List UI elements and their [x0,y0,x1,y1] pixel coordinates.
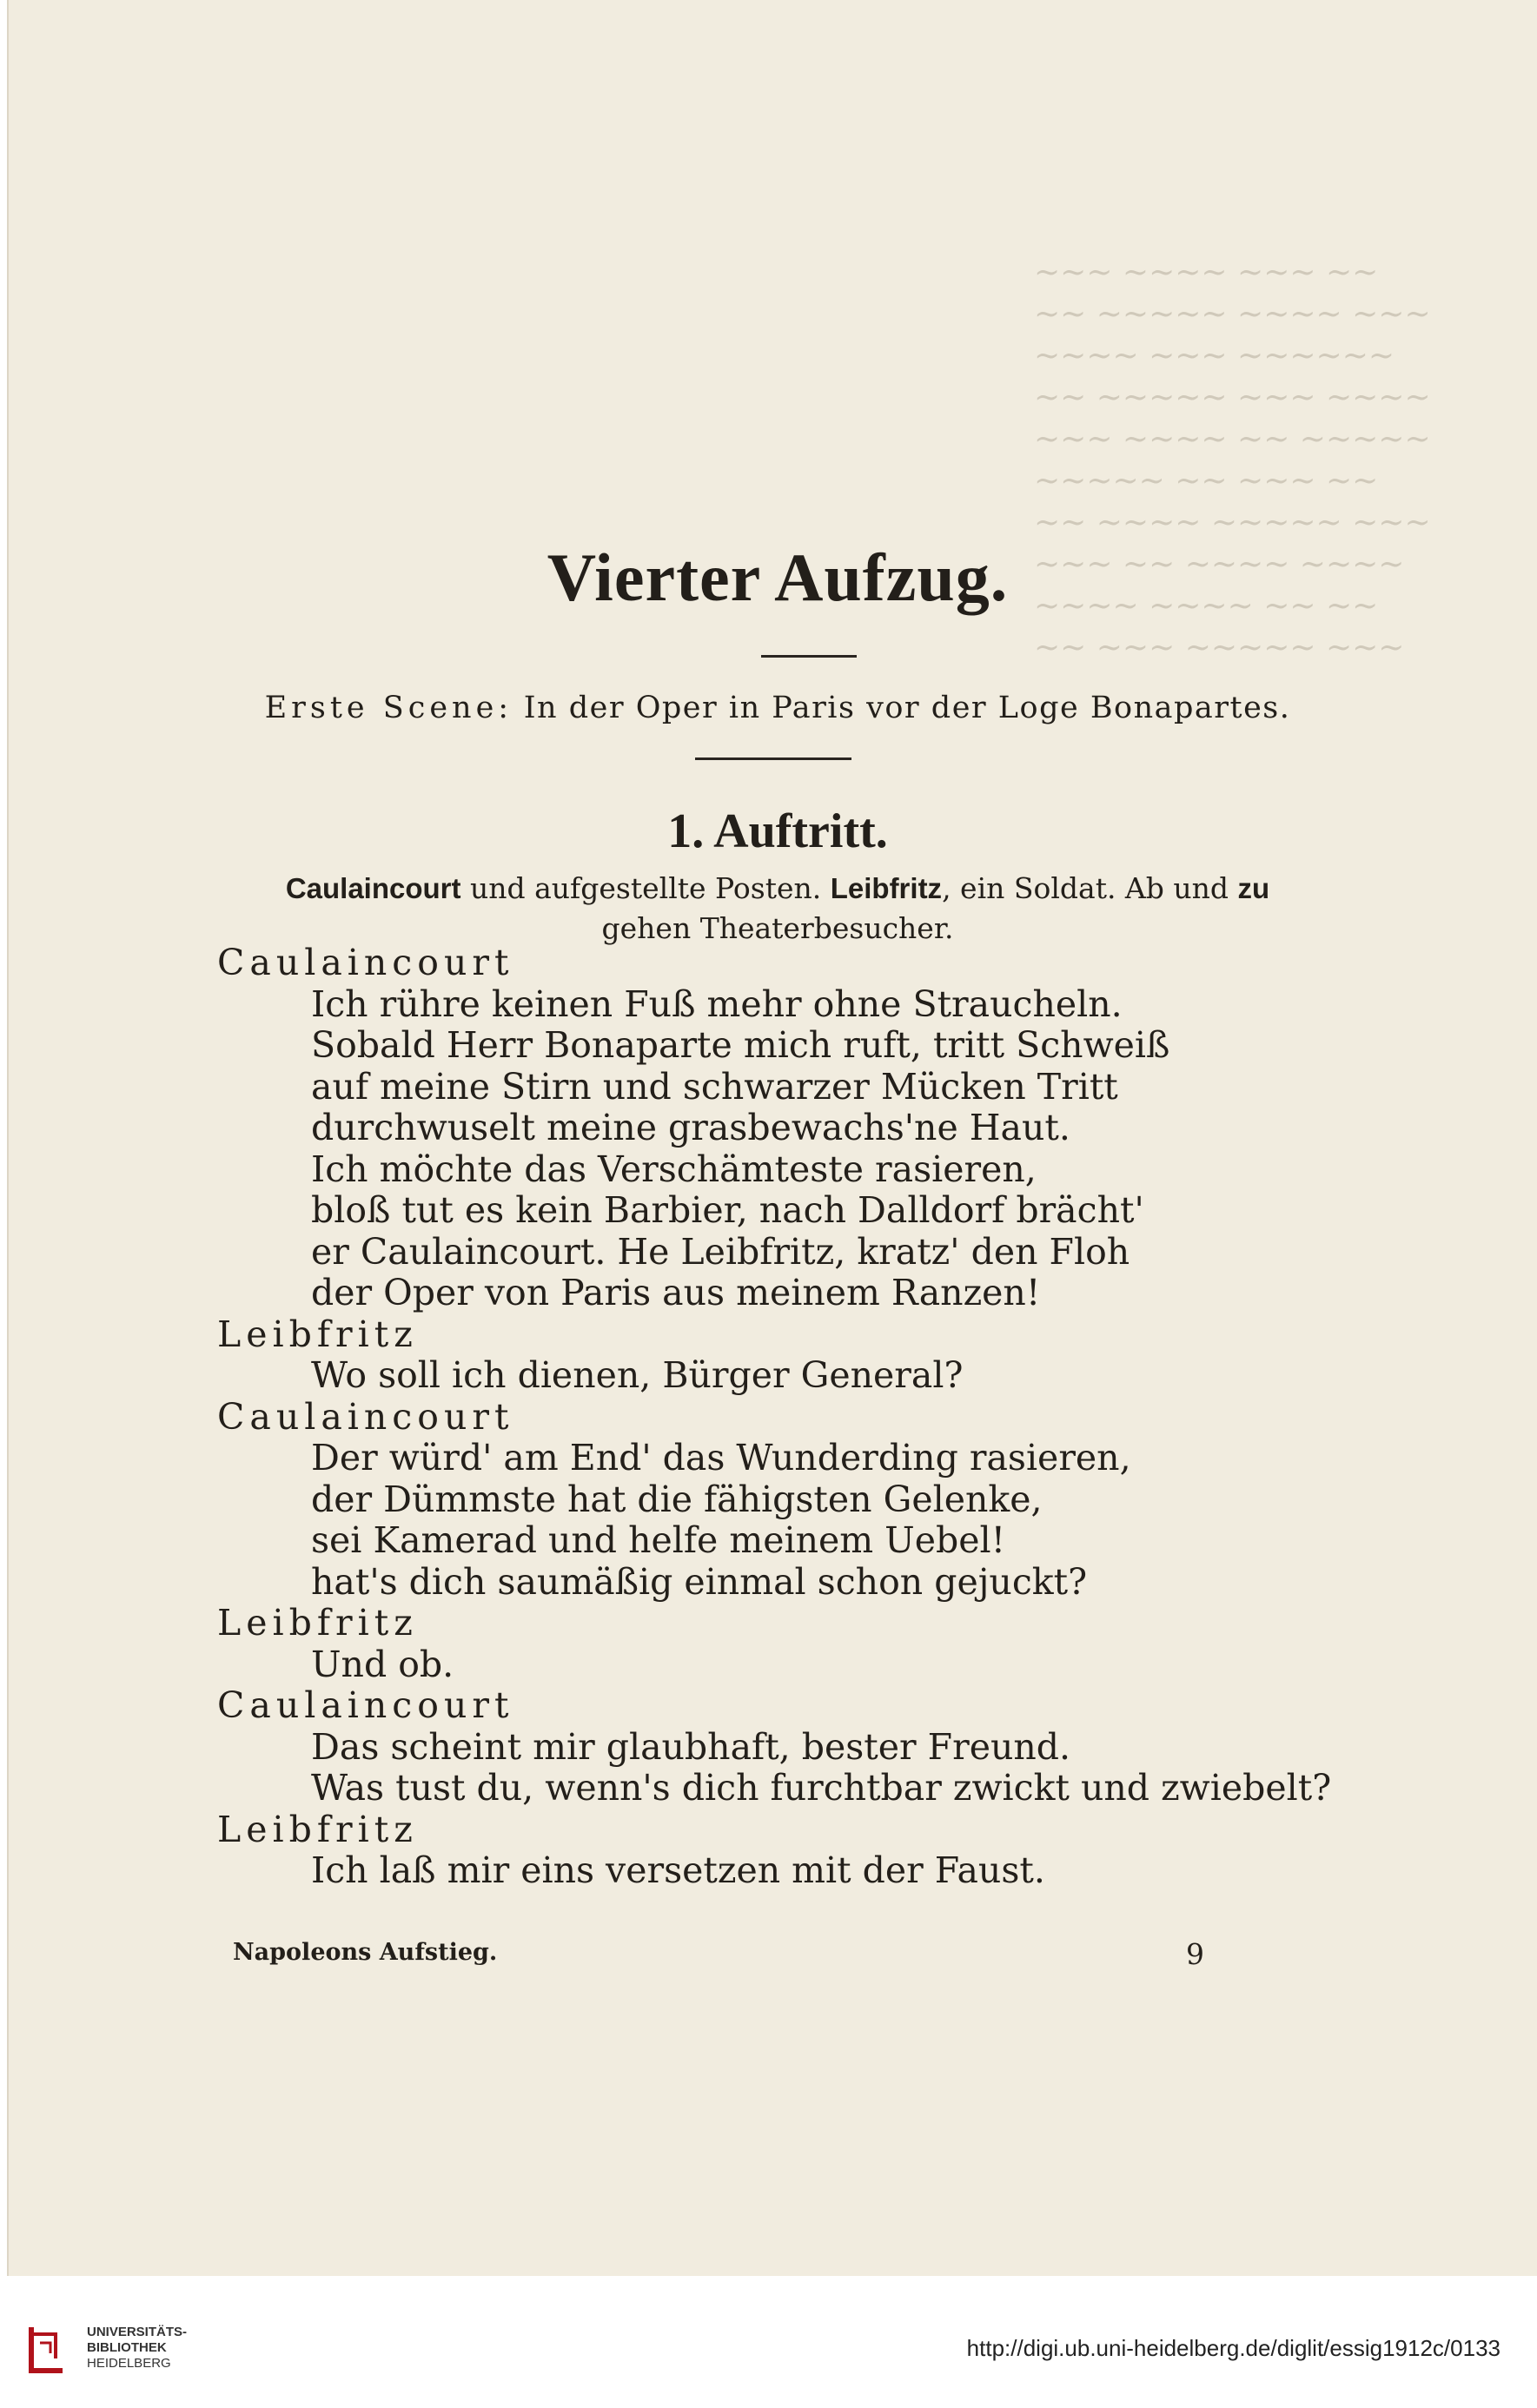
scene-heading [217,691,1338,725]
verse-line: sei Kamerad und helfe meinem Uebel! [311,1519,1006,1561]
verse-line: Wo soll ich dienen, Bürger General? [311,1354,964,1396]
library-logo-icon [19,2324,75,2379]
stage-direction [217,869,1338,949]
act-title: Vierter Aufzug. [547,539,1009,615]
stage-emphasis: zu [1237,872,1270,904]
verse-line: auf meine Stirn und schwarzer Mücken Tritt [311,1065,1118,1108]
scene-rule [695,757,851,760]
permalink-url[interactable]: http://digi.ub.uni-heidelberg.de/diglit/essig1912c/0133 [966,2335,1501,2361]
verse-line: Und ob. [311,1643,454,1685]
speaker-name: Leibfritz [217,1602,418,1644]
library-logo-text [87,2325,187,2372]
verse-line: Der würd' am End' das Wunderding rasieren, [311,1437,1131,1479]
running-footer-title: Napoleons Aufstieg. [233,1939,498,1966]
speaker-name: Leibfritz [217,1808,418,1850]
verse-line: der Dümmste hat die fähigsten Gelenke, [311,1478,1043,1520]
scene-text: In der Oper in Paris vor der Loge Bonapartes. [523,691,1291,725]
page-content [217,0,1431,2276]
verse-line: Ich rühre keinen Fuß mehr ohne Straucheln. [311,982,1123,1025]
speaker-name: Caulaincourt [217,942,514,983]
stage-text-3: gehen Theaterbesucher. [601,911,954,945]
logo-line-3: HEIDELBERG [87,2356,171,2371]
dialogue [217,943,1338,1892]
verse-line: er Caulaincourt. He Leibfritz, kratz' den Floh [311,1230,1130,1273]
auftritt-heading: 1. Auftritt. [667,804,888,858]
verse-line: der Oper von Paris aus meinem Ranzen! [311,1272,1041,1313]
verse-line: Was tust du, wenn's dich furchtbar zwickt und zwiebelt? [311,1767,1332,1809]
speaker-name: Caulaincourt [217,1395,514,1438]
stage-text-2: , ein Soldat. Ab und [942,871,1238,905]
speaker-name: Leibfritz [217,1313,418,1355]
logo-line-1: UNIVERSITÄTS- [87,2325,188,2339]
verse-line: Sobald Herr Bonaparte mich ruft, tritt Schweiß [311,1024,1170,1066]
verse-line: Das scheint mir glaubhaft, bester Freund. [311,1725,1071,1768]
bleed-through-text: ~~~ ~~~~ ~~~ ~~ ~~ ~~~~~ ~~~~ ~~~ ~~~~ ~~~ ~~~~~~ ~~ ~~~~~ ~~~ ~~~~ ~~~ ~~~~ ~~ ~~~~~ ~~~~~ ~~ ~~~ ~~ ~~ ~~~~ ~~~~~ ~~~ ~~~ ~~ ~~~~ ~~~~ ~~~~ ~~~~ ~~ ~~ ~~ ~~~ ~~~~~ ~~~ [1034,255,1431,665]
scanned-page [7,0,1537,2276]
verse-line: hat's dich saumäßig einmal schon gejuckt? [311,1560,1088,1603]
stage-character-1: Caulaincourt [285,872,461,904]
verse-line: Ich möchte das Verschämteste rasieren, [311,1148,1037,1190]
page-number: 9 [1186,1937,1204,1971]
verse-line: durchwuselt meine grasbewachs'ne Haut. [311,1107,1070,1148]
verse-line: bloß tut es kein Barbier, nach Dalldorf brächt' [311,1189,1144,1231]
scene-label: Erste Scene: [264,691,513,725]
speaker-name: Caulaincourt [217,1684,514,1726]
verse-line: Ich laß mir eins versetzen mit der Faust. [311,1849,1045,1891]
title-rule [761,655,857,658]
logo-line-2: BIBLIOTHEK [87,2340,167,2355]
stage-text-1: und aufgestellte Posten. [460,871,831,905]
stage-character-2: Leibfritz [830,872,943,904]
